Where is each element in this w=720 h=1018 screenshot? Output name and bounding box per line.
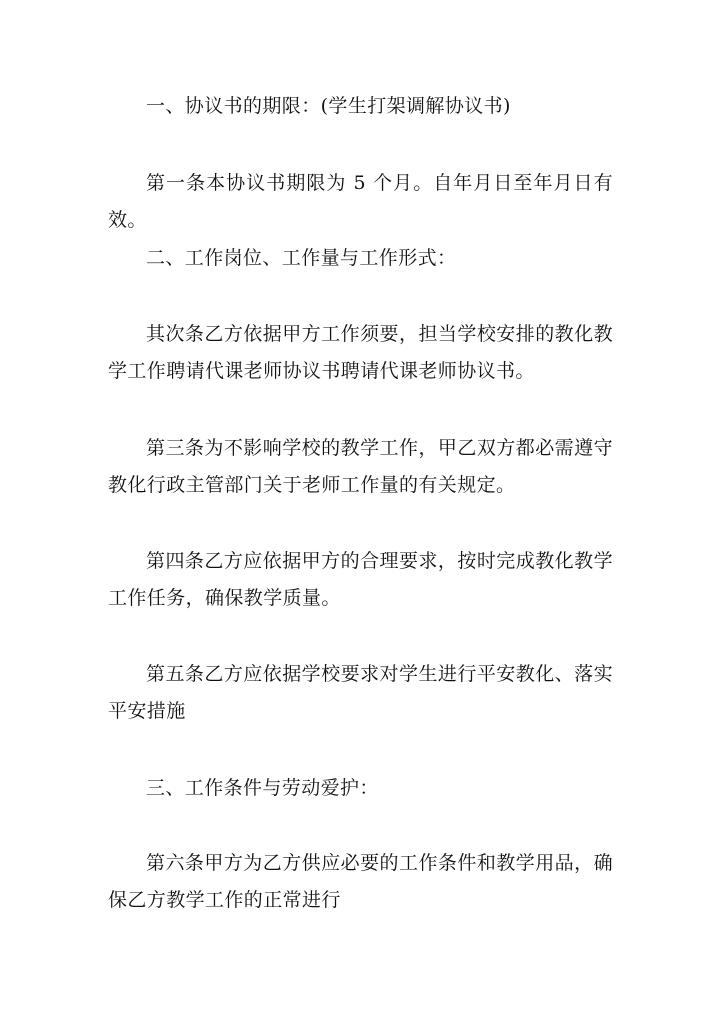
article-4: 第四条乙方应依据甲方的合理要求，按时完成教化教学工作任务，确保教学质量。 — [108, 550, 613, 609]
section-heading-term: 一、协议书的期限：(学生打架调解协议书) — [146, 95, 511, 117]
article-6: 第六条甲方为乙方供应必要的工作条件和教学用品，确保乙方教学工作的正常进行 — [108, 852, 613, 911]
article-1: 第一条本协议书期限为 5 个月。自年月日至年月日有效。 — [108, 172, 613, 231]
article-3: 第三条为不影响学校的教学工作，甲乙双方都必需遵守教化行政主管部门关于老师工作量的有关规定。 — [108, 437, 613, 496]
section-heading-position: 二、工作岗位、工作量与工作形式： — [146, 247, 457, 269]
section-heading-conditions: 三、工作条件与劳动爱护： — [146, 777, 379, 799]
article-2: 其次条乙方依据甲方工作须要，担当学校安排的教化教学工作聘请代课老师协议书聘请代课老师协议书。 — [108, 323, 613, 382]
article-5: 第五条乙方应依据学校要求对学生进行平安教化、落实平安措施 — [108, 663, 613, 722]
